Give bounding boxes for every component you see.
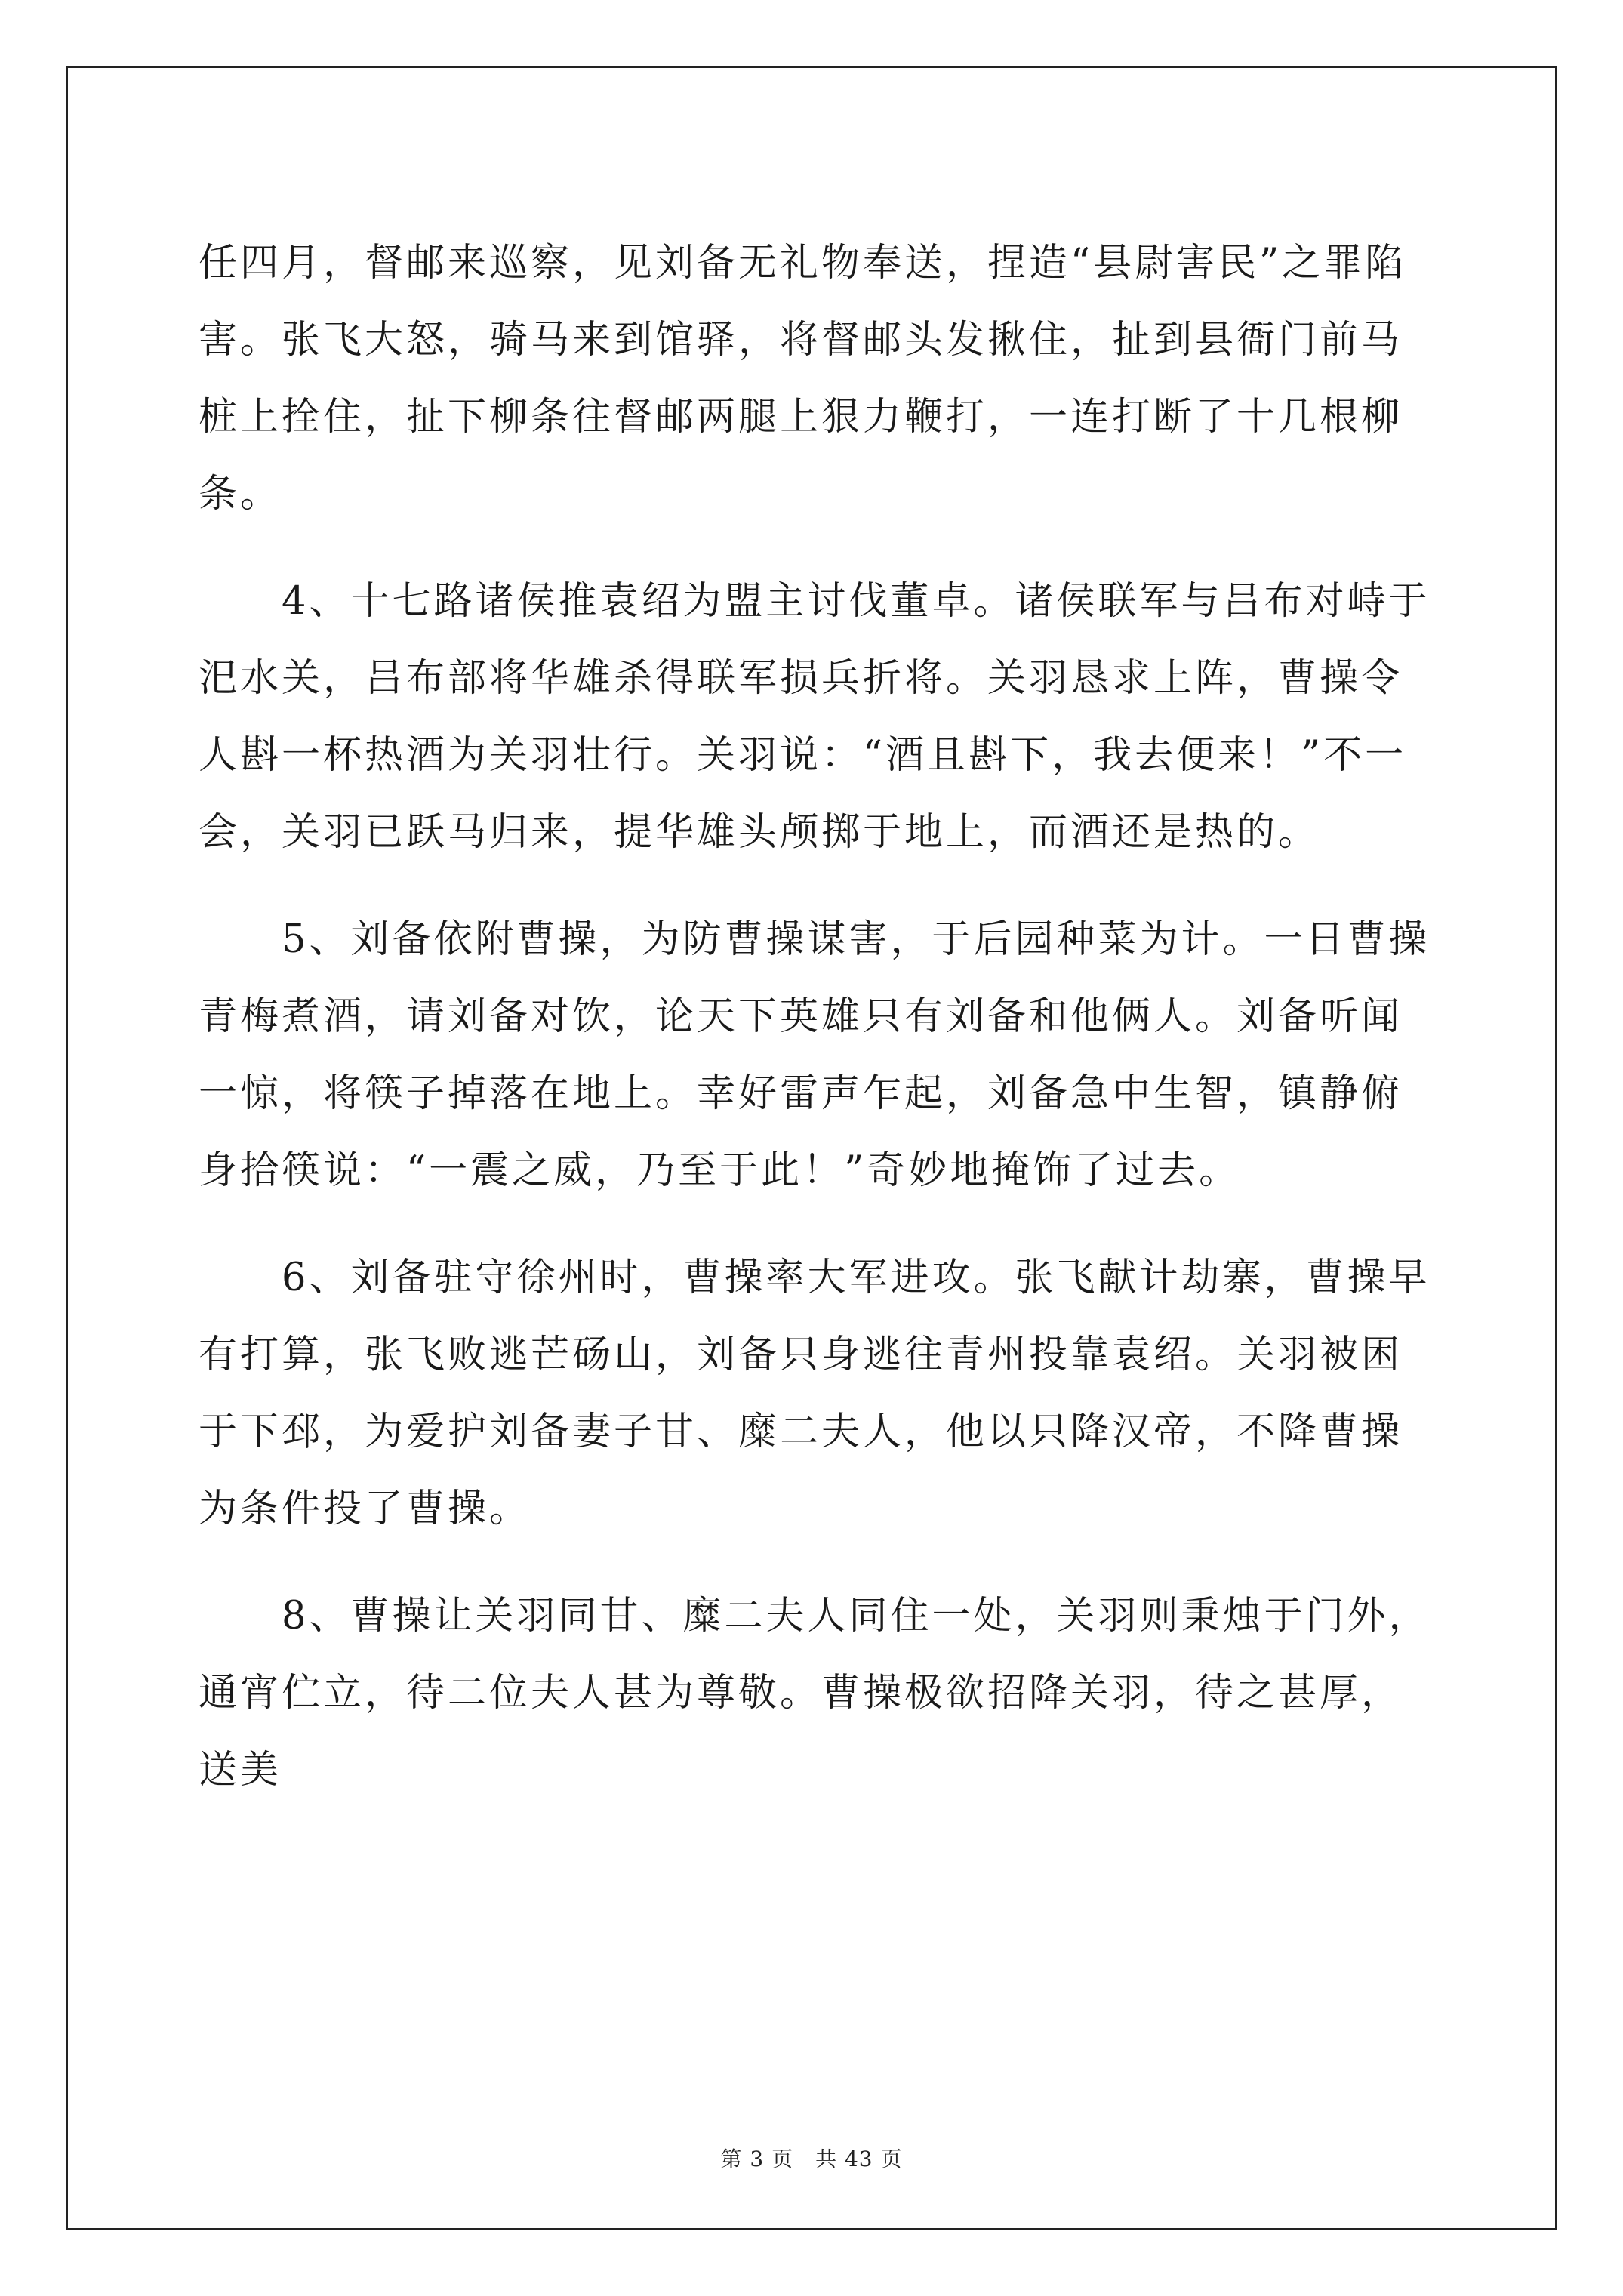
page-footer: 第 3 页 共 43 页 bbox=[720, 2147, 903, 2171]
paragraph-item-4: 4、十七路诸侯推袁绍为盟主讨伐董卓。诸侯联军与吕布对峙于汜水关，吕布部将华雄杀得联军损兵折将。关羽恳求上阵，曹操令人斟一杯热酒为关羽壮行。关羽说：“酒且斟下，我去便来！”不一会，关羽已跃马归来，提华雄头颅掷于地上，而酒还是热的。 bbox=[199, 579, 1431, 855]
paragraph-item-8: 8、曹操让关羽同甘、糜二夫人同住一处，关羽则秉烛于门外，通宵伫立，待二位夫人甚为尊敬。曹操极欲招降关羽，待之甚厚，送美 bbox=[199, 1594, 1431, 1792]
paragraph-item-6: 6、刘备驻守徐州时，曹操率大军进攻。张飞献计劫寨，曹操早有打算，张飞败逃芒砀山，刘备只身逃往青州投靠袁绍。关羽被困于下邳，为爱护刘备妻子甘、糜二夫人，他以只降汉帝，不降曹操为条件投了曹操。 bbox=[199, 1256, 1431, 1531]
paragraph-item-5: 5、刘备依附曹操，为防曹操谋害，于后园种菜为计。一日曹操青梅煮酒，请刘备对饮，论天下英雄只有刘备和他俩人。刘备听闻一惊，将筷子掉落在地上。幸好雷声乍起，刘备急中生智，镇静俯身拾筷说：“一震之威，乃至于此！”奇妙地掩饰了过去。 bbox=[199, 917, 1431, 1193]
document-body bbox=[199, 225, 1437, 1809]
paragraph-continuation: 任四月，督邮来巡察，见刘备无礼物奉送，捏造“县尉害民”之罪陷害。张飞大怒，骑马来到馆驿，将督邮头发揪住，扯到县衙门前马桩上拴住，扯下柳条往督邮两腿上狠力鞭打，一连打断了十几根柳条。 bbox=[199, 241, 1407, 516]
